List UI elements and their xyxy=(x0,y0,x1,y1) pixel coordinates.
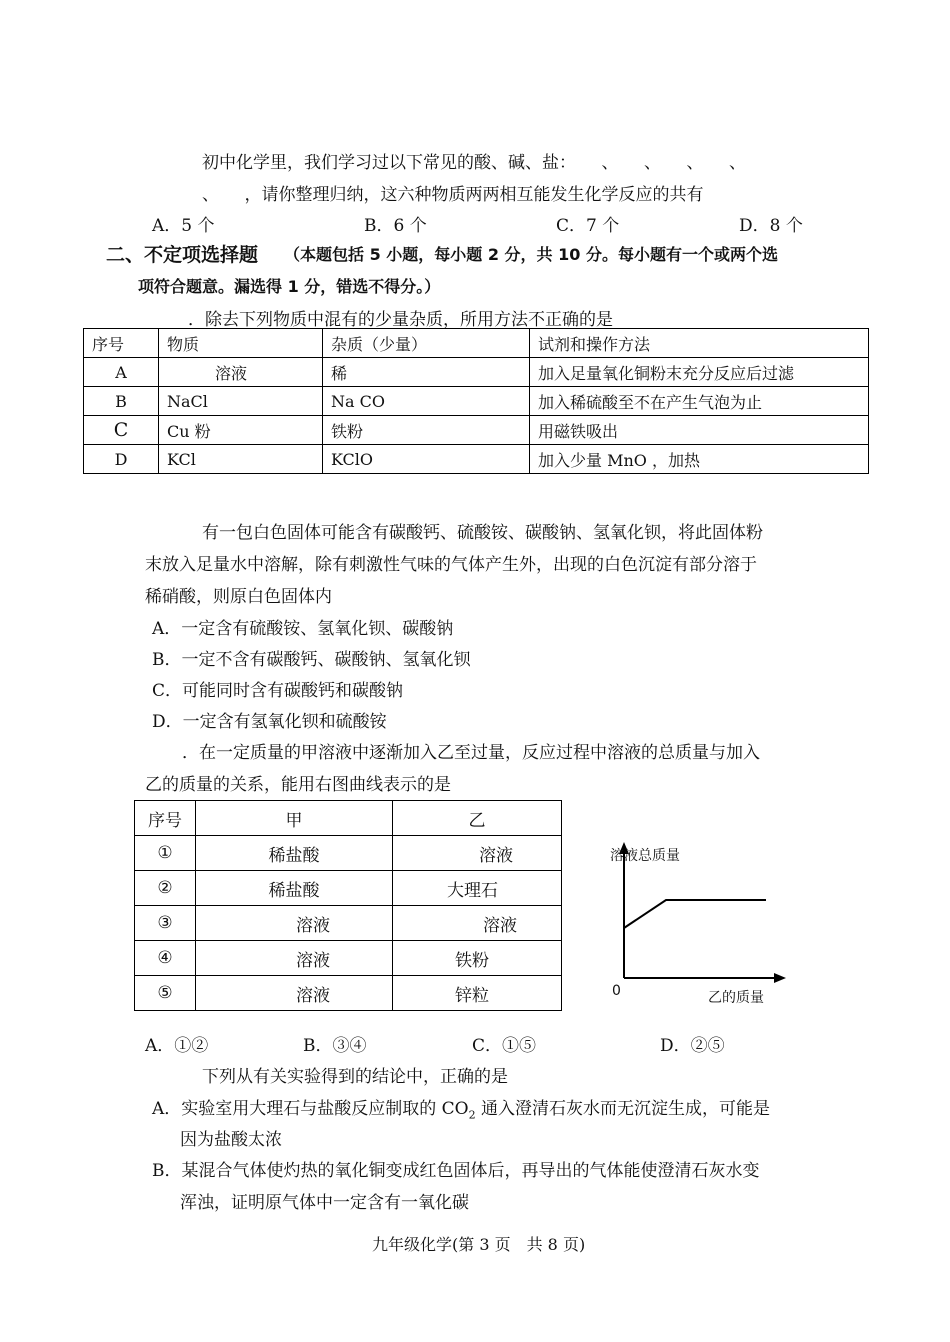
table-header-cell: 试剂和操作方法 xyxy=(530,329,869,358)
q-intro-option-d: D．8 个 xyxy=(739,216,803,236)
q-white-solid-option-a: A．一定含有硫酸铵、氢氧化钡、碳酸钠 xyxy=(152,619,454,639)
table-cell: 加入足量氧化铜粉末充分反应后过滤 xyxy=(530,358,869,387)
section-title: 二、不定项选择题 xyxy=(106,244,259,266)
q-conclusion-stem: 下列从有关实验得到的结论中，正确的是 xyxy=(202,1067,508,1087)
table-cell: KCl xyxy=(159,445,323,474)
table-cell: C xyxy=(84,416,159,445)
table-cell: ③ xyxy=(135,906,196,941)
table-header-cell: 序号 xyxy=(135,801,196,836)
curve-table xyxy=(134,800,562,1011)
table-cell: ① xyxy=(135,836,196,871)
q-intro-line1: 初中化学里，我们学习过以下常见的酸、碱、盐： 、 、 、 、 xyxy=(202,153,746,173)
q-intro-option-a: A．5 个 xyxy=(152,216,215,236)
q-conclusion-option-a-line2: 因为盐酸太浓 xyxy=(180,1130,282,1150)
table-row xyxy=(84,416,869,445)
section-desc-line1: （本题包括 5 小题，每小题 2 分，共 10 分。每小题有一个或两个选 xyxy=(284,245,778,264)
table-cell: 大理石 xyxy=(393,871,562,906)
table-cell: ② xyxy=(135,871,196,906)
q-curve-option-b: B．③④ xyxy=(303,1036,367,1056)
co2-subscript: 2 xyxy=(468,1108,476,1122)
q-intro-option-c: C．7 个 xyxy=(556,216,620,236)
table-cell: 稀 xyxy=(323,358,530,387)
q-conclusion-option-b-line2: 浑浊，证明原气体中一定含有一氧化碳 xyxy=(180,1193,469,1213)
table-cell: 溶液 xyxy=(196,941,393,976)
q-white-solid-option-d: D．一定含有氢氧化钡和硫酸铵 xyxy=(152,712,387,732)
table-cell: 铁粉 xyxy=(393,941,562,976)
table-cell: 溶液 xyxy=(393,906,562,941)
q-white-solid-option-b: B．一定不含有碳酸钙、碳酸钠、氢氧化钡 xyxy=(152,650,471,670)
q-conclusion-option-a-line1 xyxy=(152,1094,770,1121)
table-cell: 铁粉 xyxy=(323,416,530,445)
table-cell: A xyxy=(84,358,159,387)
q-conclusion-option-b-line1: B．某混合气体使灼热的氧化铜变成红色固体后，再导出的气体能使澄清石灰水变 xyxy=(152,1161,760,1181)
table-cell: KClO xyxy=(323,445,530,474)
q-curve-option-a: A．①② xyxy=(145,1036,209,1056)
x-axis-arrow xyxy=(774,973,786,983)
table-row xyxy=(135,836,562,871)
table-header-cell: 杂质（少量） xyxy=(323,329,530,358)
mass-curve-line xyxy=(624,900,766,928)
table-cell: 锌粒 xyxy=(393,976,562,1011)
table-cell: 加入少量 MnO ，加热 xyxy=(530,445,869,474)
table-row xyxy=(84,387,869,416)
table-cell: 溶液 xyxy=(393,836,562,871)
table-row xyxy=(135,976,562,1011)
q-curve-stem-line1: ．在一定质量的甲溶液中逐渐加入乙至过量，反应过程中溶液的总质量与加入 xyxy=(182,743,760,763)
mass-curve-svg xyxy=(600,838,800,1013)
table-header-cell: 甲 xyxy=(196,801,393,836)
q-conclusion-option-a-post: 通入澄清石灰水而无沉淀生成，可能是 xyxy=(475,1099,771,1119)
page-footer: 九年级化学(第 3 页 共 8 页) xyxy=(372,1235,586,1254)
q-impurity-stem: ．除去下列物质中混有的少量杂质，所用方法不正确的是 xyxy=(188,310,613,330)
graph-xlabel: 乙的质量 xyxy=(708,990,764,1006)
table-cell: 溶液 xyxy=(196,976,393,1011)
table-header-cell: 乙 xyxy=(393,801,562,836)
table-cell: D xyxy=(84,445,159,474)
q-intro-line2: 、 ，请你整理归纳，这六种物质两两相互能发生化学反应的共有 xyxy=(202,185,704,205)
table-cell: 用磁铁吸出 xyxy=(530,416,869,445)
table-cell: Na CO xyxy=(323,387,530,416)
impurity-table xyxy=(83,328,869,474)
table-header-cell: 物质 xyxy=(159,329,323,358)
q-white-solid-line3: 稀硝酸，则原白色固体内 xyxy=(145,587,332,607)
table-cell: 稀盐酸 xyxy=(196,871,393,906)
table-cell: 溶液 xyxy=(159,358,323,387)
graph-ylabel: 溶液总质量 xyxy=(610,848,680,864)
q-conclusion-option-a-pre: A．实验室用大理石与盐酸反应制取的 CO xyxy=(152,1099,469,1119)
q-curve-stem-line2: 乙的质量的关系，能用右图曲线表示的是 xyxy=(145,775,451,795)
table-cell: Cu 粉 xyxy=(159,416,323,445)
table-row xyxy=(84,358,869,387)
table-row xyxy=(135,906,562,941)
section-desc-line2: 项符合题意。漏选得 1 分，错选不得分。） xyxy=(138,277,441,296)
table-header-cell: 序号 xyxy=(84,329,159,358)
table-row xyxy=(135,871,562,906)
q-curve-option-c: C．①⑤ xyxy=(472,1036,537,1056)
q-white-solid-line1: 有一包白色固体可能含有碳酸钙、硫酸铵、碳酸钠、氢氧化钡，将此固体粉 xyxy=(202,523,763,543)
q-white-solid-option-c: C．可能同时含有碳酸钙和碳酸钠 xyxy=(152,681,404,701)
mass-curve-graph xyxy=(600,838,800,1013)
table-cell: B xyxy=(84,387,159,416)
q-white-solid-line2: 末放入足量水中溶解，除有刺激性气味的气体产生外，出现的白色沉淀有部分溶于 xyxy=(145,555,757,575)
q-intro-option-b: B．6 个 xyxy=(364,216,427,236)
table-cell: 加入稀硫酸至不在产生气泡为止 xyxy=(530,387,869,416)
q-curve-option-d: D．②⑤ xyxy=(660,1036,725,1056)
graph-origin: 0 xyxy=(612,983,621,999)
table-cell: 稀盐酸 xyxy=(196,836,393,871)
table-header-row xyxy=(84,329,869,358)
table-row xyxy=(84,445,869,474)
table-cell: 溶液 xyxy=(196,906,393,941)
table-header-row xyxy=(135,801,562,836)
table-cell: NaCl xyxy=(159,387,323,416)
table-cell: ④ xyxy=(135,941,196,976)
table-row xyxy=(135,941,562,976)
table-cell: ⑤ xyxy=(135,976,196,1011)
